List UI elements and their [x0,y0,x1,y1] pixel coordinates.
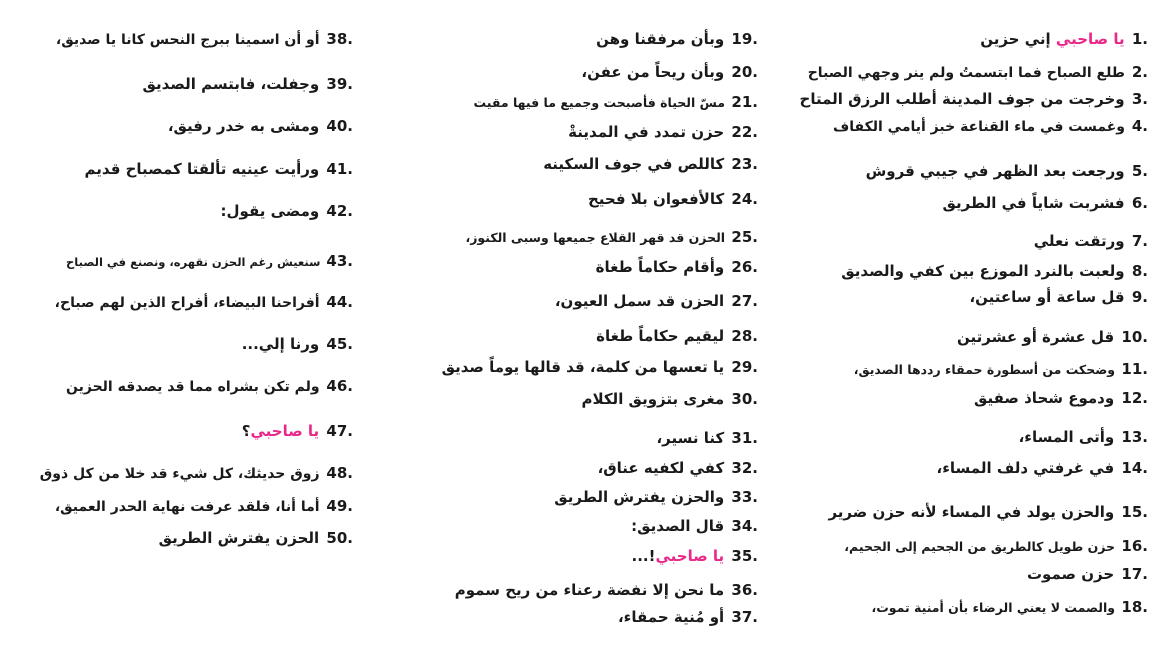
poem-line [242,337,353,352]
line-number: 43. [326,252,353,270]
poem-line [618,610,758,625]
line-text: وبأن ريحاً من عفن، [581,63,725,81]
line-text: ورجعت بعد الظهر في جيبي قروش [865,162,1125,180]
line-text: أو أن اسمينا ببرج النحس كانا يا صديق، [55,32,320,48]
line-number: 13. [1121,428,1148,446]
line-number: 4. [1131,117,1148,135]
line-number: 1. [1131,30,1148,48]
line-text: أفراحنا البيضاء، أفراح الذين لهم صباح، [54,295,320,311]
poem-line [555,294,758,309]
line-text: كاللص في جوف السكينه [543,155,725,173]
line-text: ورنا إلي... [241,335,320,353]
line-text: ومضى يقول: [220,202,320,220]
line-number: 21. [731,93,758,111]
line-number: 2. [1131,63,1148,81]
poem-line [854,362,1148,377]
highlighted-phrase: يا صاحبي [1055,30,1125,48]
poem-line [1027,567,1148,582]
line-text: والحزن يولد في المساء لأنه حزن ضرير [828,503,1115,521]
poem-line [85,162,353,177]
line-number: 33. [731,488,758,506]
poem-line [581,65,758,80]
line-text: قل عشرة أو عشرتين [957,328,1115,346]
line-number: 37. [731,608,758,626]
line-number: 27. [731,292,758,310]
poem-line [866,164,1148,179]
poem-line [66,254,353,269]
line-number: 3. [1131,90,1148,108]
line-number: 36. [731,581,758,599]
line-text: فشربت شاياً في الطريق [942,194,1125,212]
line-text: ؟ [241,422,251,440]
line-text: الحزن قد سمل العيون، [554,292,725,310]
line-text: طلع الصباح فما ابتسمتُ ولم ينر وجهي الصباح [807,65,1125,81]
poem-line [159,531,353,546]
line-text: وبأن مرفقنا وهن [596,30,725,48]
line-text: يا تعسها من كلمة، قد قالها يوماً صديق [441,358,725,376]
line-number: 29. [731,358,758,376]
line-number: 44. [326,293,353,311]
line-text: حزن طويل كالطريق من الجحيم إلى الجحيم، [844,539,1116,554]
line-text: !... [631,547,656,565]
line-number: 46. [326,377,353,395]
poem-line [143,77,354,92]
line-text: حزن تمدد في المدينةْ [568,123,725,141]
line-text: زوق حديثك، كل شيء قد خلا من كل ذوق [39,466,320,482]
line-number: 47. [326,422,353,440]
poem-line [442,360,758,375]
line-text: قال الصديق: [631,517,725,535]
line-text: أو مُنية حمقاء، [617,608,725,626]
poem-line [168,119,353,134]
poem-line [588,192,758,207]
line-number: 5. [1131,162,1148,180]
line-number: 8. [1131,262,1148,280]
line-number: 12. [1121,389,1148,407]
line-number: 7. [1131,232,1148,250]
line-number: 49. [326,497,353,515]
line-number: 48. [326,464,353,482]
line-number: 41. [326,160,353,178]
poem-line [221,204,353,219]
poem-line [543,157,758,172]
line-text: ورتقت نعلي [1033,232,1125,250]
poem-line [581,392,758,407]
poem-line [455,583,758,598]
poem-line [937,461,1148,476]
poem-line [568,125,758,140]
poem-line [632,549,758,564]
line-text: مسّ الحياة فأصبحت وجميع ما فيها مقيت [473,95,726,110]
poem-line [598,461,758,476]
line-number: 34. [731,517,758,535]
line-text: ما نحن إلا نفضة رعناء من ريح سموم [454,581,725,599]
line-number: 38. [326,30,353,48]
poem-line [833,119,1148,134]
line-number: 22. [731,123,758,141]
line-text: الحزن قد قهر القلاع جميعها وسبى الكنوز، [465,230,726,245]
poem-line [242,424,353,439]
highlighted-phrase: يا صاحبي [655,547,725,565]
poem-line [844,539,1148,554]
line-number: 42. [326,202,353,220]
poem-line [841,264,1148,279]
line-text: وضحكت من أسطورة حمقاء رددها الصديق، [853,362,1116,377]
line-text: قل ساعة أو ساعتين، [969,288,1125,306]
line-text: في غرفتي دلف المساء، [936,459,1115,477]
line-number: 25. [731,228,758,246]
line-number: 19. [731,30,758,48]
line-number: 30. [731,390,758,408]
line-number: 20. [731,63,758,81]
poem-line [800,92,1148,107]
poem-line [554,490,758,505]
poem-line [957,330,1148,345]
line-text: إني حزين [980,30,1056,48]
line-number: 31. [731,429,758,447]
poem-line [596,260,758,275]
poem-line [596,32,758,47]
line-text: وجفلت، فابتسم الصديق [142,75,320,93]
line-number: 11. [1121,360,1148,378]
line-number: 24. [731,190,758,208]
line-text: الحزن يفترش الطريق [158,529,320,547]
line-text: أما أنا، فلقد عرفت نهاية الحدر العميق، [54,499,320,515]
line-number: 9. [1131,288,1148,306]
line-number: 35. [731,547,758,565]
line-number: 17. [1121,565,1148,583]
line-number: 39. [326,75,353,93]
line-text: ومشى به خدر رفيق، [167,117,320,135]
poem-line [808,65,1148,80]
line-text: والحزن يفترش الطريق [554,488,725,506]
line-number: 16. [1121,537,1148,555]
line-number: 23. [731,155,758,173]
line-number: 18. [1121,598,1148,616]
line-number: 10. [1121,328,1148,346]
line-text: حزن صموت [1026,565,1115,583]
poem-line [943,196,1148,211]
poem-line [40,466,353,481]
line-text: ورأيت عينيه تألقتا كمصباح قديم [84,160,320,178]
poem-line [1034,234,1148,249]
poem-line [631,519,758,534]
poem-line [656,431,758,446]
line-text: ليقيم حكاماً طغاة [596,327,725,345]
poem-line [55,499,353,514]
line-text: كنا نسير، [656,429,725,447]
poem-line [828,505,1148,520]
line-text: وغمست في ماء القناعة خبز أيامي الكفاف [833,119,1125,135]
line-text: وخرجت من جوف المدينة أطلب الرزق المتاح [799,90,1125,108]
line-text: وأتى المساء، [1018,428,1115,446]
line-text: ولم تكن بشراه مما قد يصدقه الحزين [66,379,320,395]
line-number: 6. [1131,194,1148,212]
poem-line [596,329,758,344]
line-number: 50. [326,529,353,547]
poem-line [465,230,758,245]
poem-line [974,391,1148,406]
poem-line [474,95,758,110]
poem-line [55,295,353,310]
poem-line [56,32,353,47]
poem-line [1019,430,1148,445]
poem-line [980,32,1148,47]
line-number: 45. [326,335,353,353]
line-number: 14. [1121,459,1148,477]
line-text: والصمت لا يعني الرضاء بأن أمنية تموت، [871,600,1116,615]
line-text: كفي لكفيه عناق، [597,459,725,477]
line-text: سنعيش رغم الحزن نقهره، ونصنع في الصباح [66,255,321,269]
poem-line [66,379,353,394]
line-text: كالأفعوان بلا فحيح [587,190,725,208]
poem-line [969,290,1148,305]
poem-line [871,600,1148,615]
line-number: 15. [1121,503,1148,521]
line-number: 40. [326,117,353,135]
highlighted-phrase: يا صاحبي [250,422,320,440]
line-text: وأقام حكاماً طغاة [595,258,725,276]
line-text: ودموع شحاذ صفيق [973,389,1115,407]
line-number: 28. [731,327,758,345]
line-text: مغرى بتزويق الكلام [581,390,725,408]
line-number: 26. [731,258,758,276]
line-number: 32. [731,459,758,477]
line-text: ولعبت بالنرد الموزع بين كفي والصديق [841,262,1125,280]
